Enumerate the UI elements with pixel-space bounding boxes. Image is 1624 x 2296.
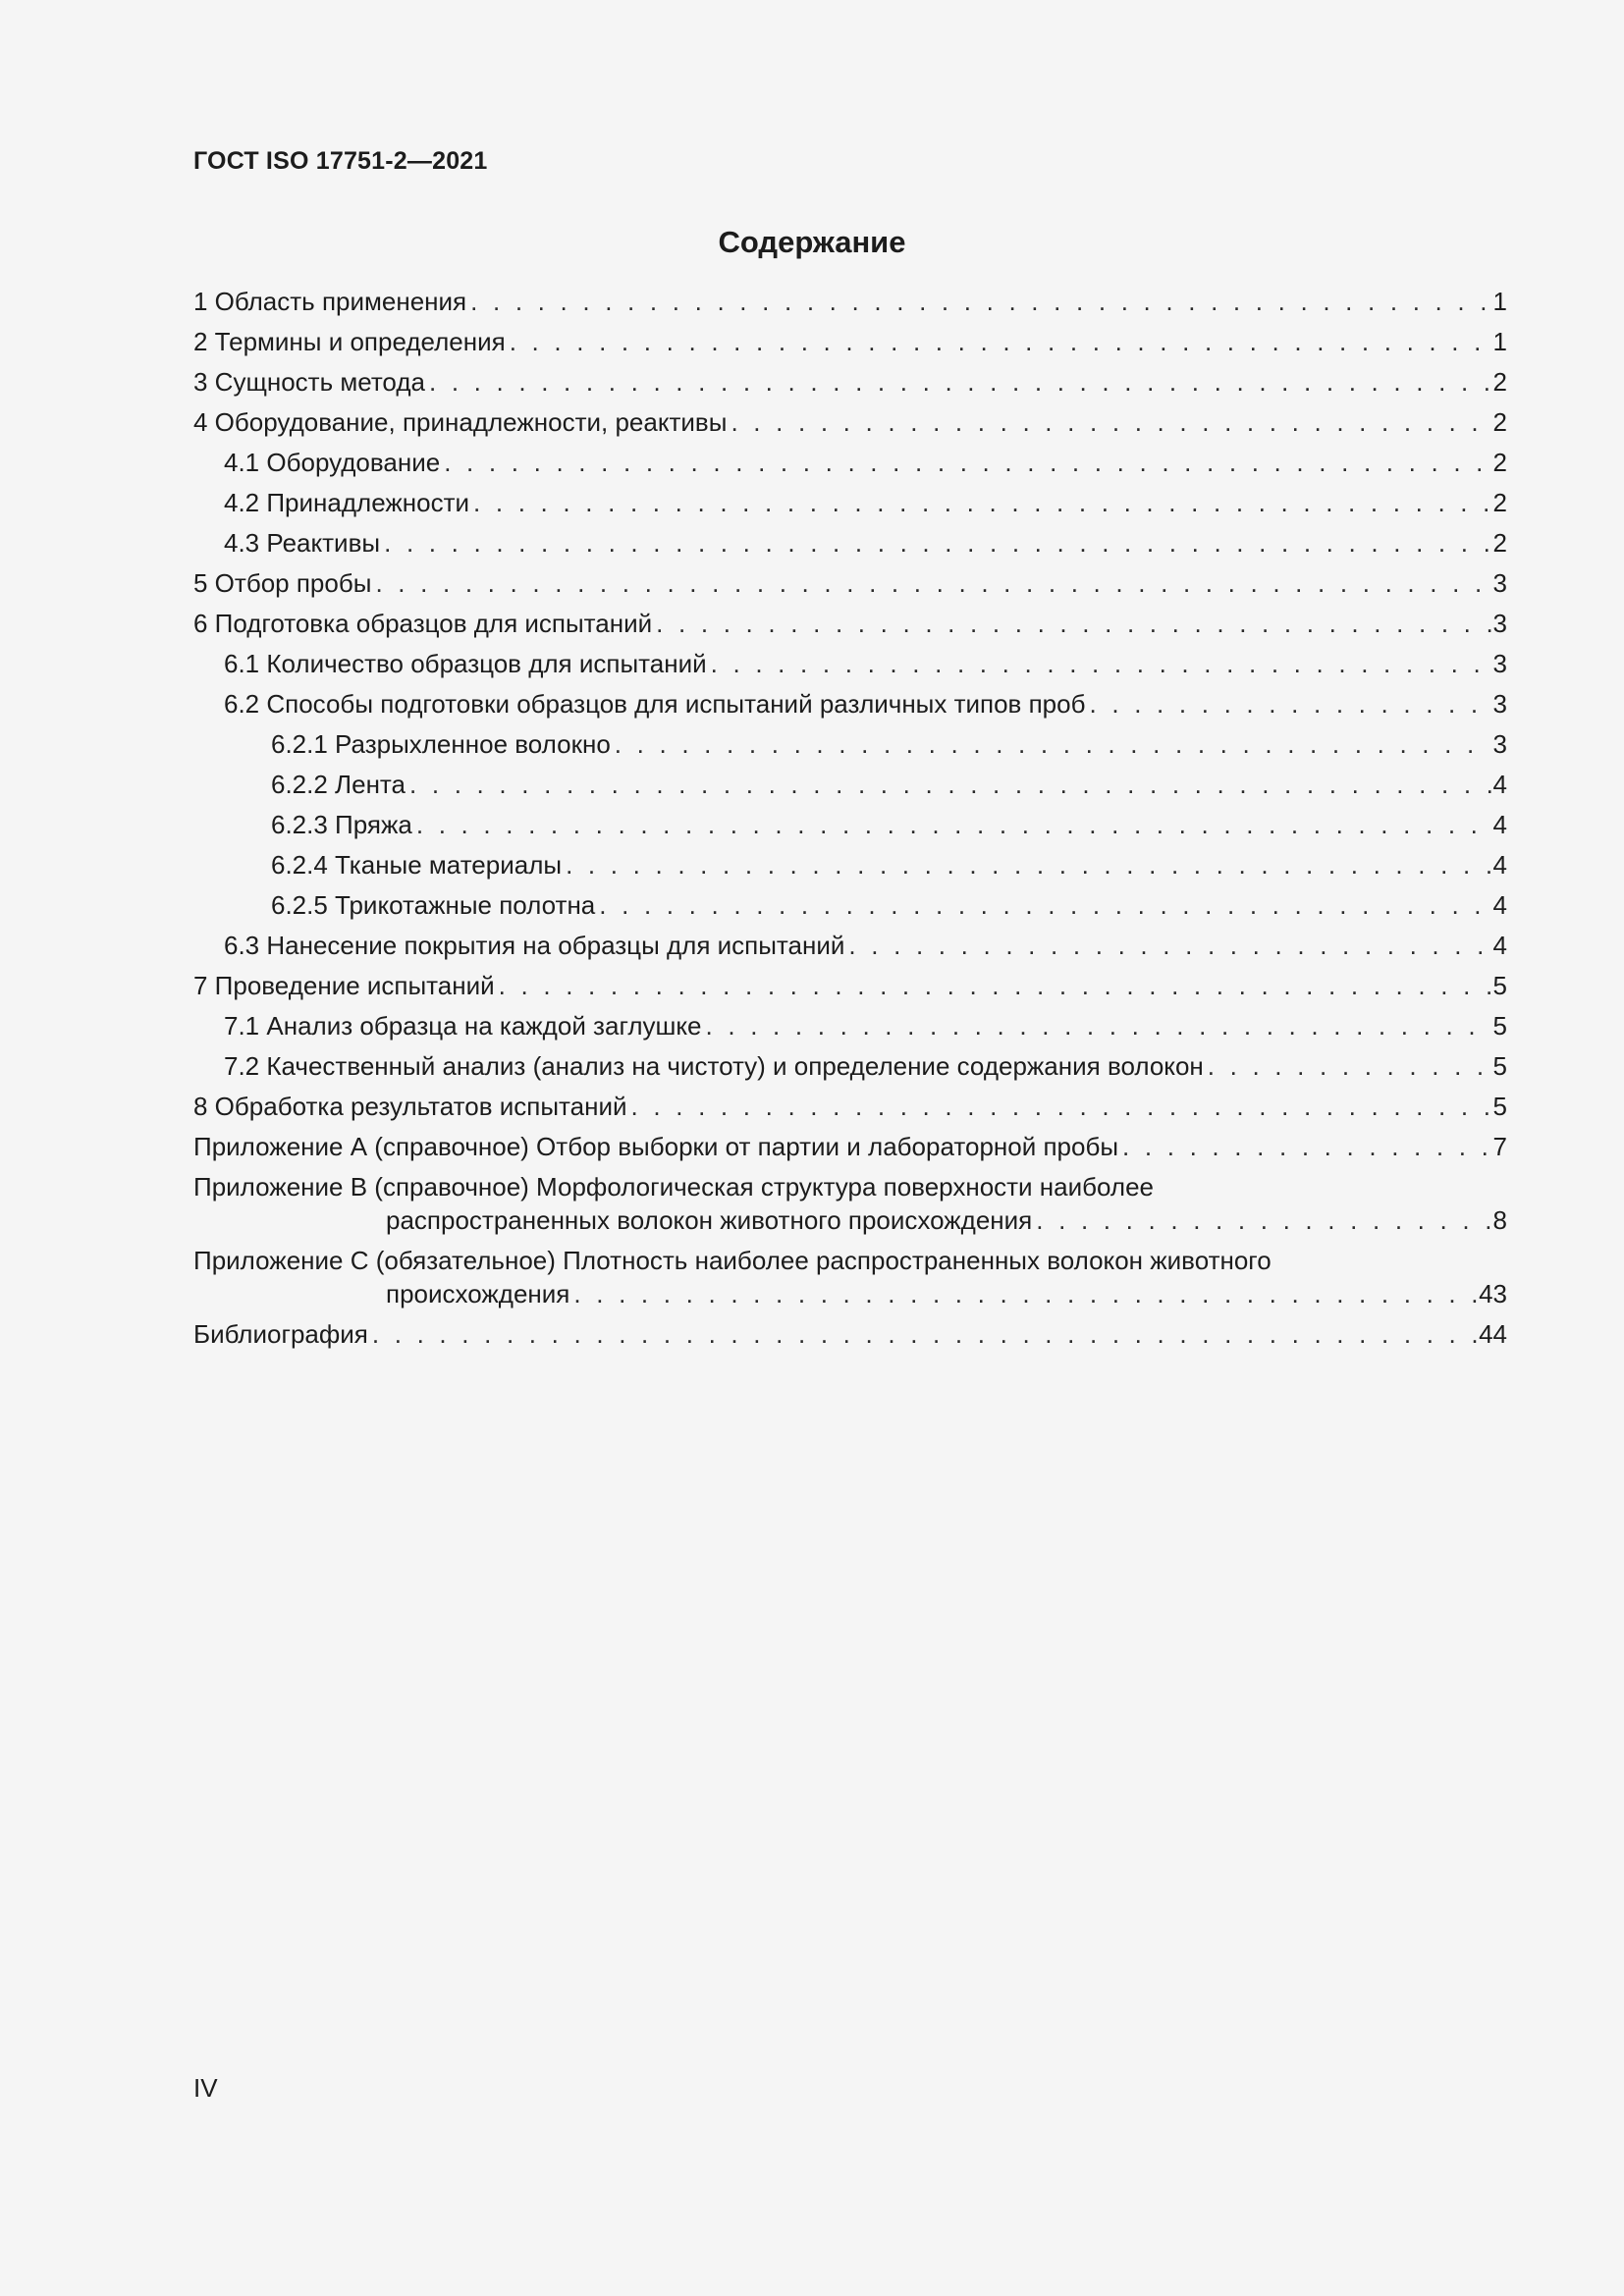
toc-title: Содержание [718,225,906,259]
document-code-header: ГОСТ ISO 17751-2—2021 [193,147,488,175]
toc-entry-page: 1 [1492,327,1507,356]
toc-entry[interactable] [193,808,1507,841]
toc-entry[interactable] [193,365,1507,399]
toc-entry-page: 4 [1492,810,1507,839]
dot-leader [652,607,1490,640]
toc-annex-first-line: Приложение В (справочное) Морфологическая структура поверхности наиболее [193,1172,1155,1201]
dot-leader [569,1277,1477,1310]
dot-leader [371,566,1490,600]
toc-entry[interactable] [193,1009,1507,1042]
toc-entry-label: 6.2.1 Разрыхленное волокно [271,729,611,759]
toc-entry-label: 4 Оборудование, принадлежности, реактивы [193,407,728,437]
toc-entry[interactable] [193,526,1507,560]
toc-entry[interactable] [193,325,1507,358]
toc-entry-label: 3 Сущность метода [193,367,425,397]
toc-entry-label: 6.2.3 Пряжа [271,810,412,839]
toc-entry-label: 6.2.5 Трикотажные полотна [271,890,596,920]
dot-leader [1204,1049,1491,1083]
toc-entry-label: 1 Область применения [193,287,467,316]
toc-entry[interactable] [193,446,1507,479]
toc-entry-page: 3 [1492,609,1507,638]
toc-entry[interactable] [193,1090,1507,1123]
dot-leader [368,1317,1477,1351]
toc-entry-label: 7.2 Качественный анализ (анализ на чистоту) и определение содержания волокон [224,1051,1204,1081]
toc-entry-label: 2 Термины и определения [193,327,506,356]
toc-section-list [193,285,1507,1123]
toc-entry-page: 4 [1492,890,1507,920]
toc-entry-label: 4.3 Реактивы [224,528,381,558]
toc-entry[interactable] [193,848,1507,881]
dot-leader [1118,1130,1490,1163]
toc-annex-label: Библиография [193,1319,368,1349]
dot-leader [412,808,1491,841]
page-number: IV [193,2073,218,2103]
toc-entry[interactable] [193,888,1507,922]
toc-entry[interactable] [193,1049,1507,1083]
dot-leader [469,486,1491,519]
table-of-contents [193,285,1507,1358]
dot-leader [707,647,1491,680]
dot-leader [440,446,1490,479]
toc-entry[interactable] [193,607,1507,640]
toc-entry-label: 7 Проведение испытаний [193,971,495,1000]
toc-entry-page: 4 [1492,850,1507,880]
toc-entry-label: 6.2.4 Тканые материалы [271,850,563,880]
toc-annex-list [193,1130,1507,1351]
toc-entry[interactable] [193,285,1507,318]
toc-annex-label: распространенных волокон животного происхождения [386,1205,1033,1235]
toc-entry-label: 6.2 Способы подготовки образцов для испытаний различных типов проб [224,689,1086,719]
toc-entry-page: 5 [1492,1011,1507,1041]
toc-entry-page: 3 [1492,729,1507,759]
toc-entry-page: 3 [1492,689,1507,719]
toc-entry[interactable] [193,768,1507,801]
dot-leader [611,727,1491,761]
toc-entry-page: 2 [1492,488,1507,517]
toc-annex-entry[interactable] [193,1244,1507,1310]
dot-leader [466,285,1490,318]
toc-entry-page: 3 [1492,568,1507,598]
toc-entry-label: 7.1 Анализ образца на каждой заглушке [224,1011,702,1041]
toc-entry-label: 6.2.2 Лента [271,770,406,799]
toc-entry-label: 6.1 Количество образцов для испытаний [224,649,707,678]
toc-annex-label: Приложение А (справочное) Отбор выборки от партии и лабораторной пробы [193,1132,1119,1161]
dot-leader [627,1090,1491,1123]
toc-entry-page: 1 [1492,287,1507,316]
toc-annex-page: 44 [1479,1319,1507,1349]
toc-annex-entry[interactable] [193,1130,1507,1163]
dot-leader [425,365,1491,399]
toc-entry-page: 4 [1492,931,1507,960]
toc-entry[interactable] [193,486,1507,519]
dot-leader [727,405,1490,439]
dot-leader [406,768,1491,801]
toc-annex-first-line: Приложение С (обязательное) Плотность наиболее распространенных волокон животного [193,1246,1272,1275]
toc-entry[interactable] [193,969,1507,1002]
toc-entry[interactable] [193,929,1507,962]
toc-entry-label: 8 Обработка результатов испытаний [193,1092,627,1121]
toc-entry[interactable] [193,405,1507,439]
toc-entry[interactable] [193,727,1507,761]
toc-entry[interactable] [193,687,1507,721]
toc-entry-label: 6.3 Нанесение покрытия на образцы для испытаний [224,931,845,960]
toc-annex-page: 8 [1492,1205,1507,1235]
toc-entry-label: 4.2 Принадлежности [224,488,470,517]
toc-entry-page: 5 [1492,971,1507,1000]
toc-annex-page: 7 [1492,1132,1507,1161]
toc-entry-page: 2 [1492,407,1507,437]
toc-annex-page: 43 [1479,1279,1507,1308]
toc-entry-page: 2 [1492,448,1507,477]
dot-leader [506,325,1491,358]
toc-entry-label: 5 Отбор пробы [193,568,372,598]
dot-leader [595,888,1490,922]
dot-leader [1086,687,1491,721]
toc-annex-entry[interactable] [193,1170,1507,1237]
dot-leader [562,848,1490,881]
dot-leader [380,526,1490,560]
toc-entry-page: 2 [1492,528,1507,558]
toc-entry-page: 3 [1492,649,1507,678]
toc-annex-label: происхождения [386,1279,570,1308]
toc-entry[interactable] [193,566,1507,600]
dot-leader [844,929,1490,962]
toc-entry-label: 6 Подготовка образцов для испытаний [193,609,653,638]
dot-leader [702,1009,1491,1042]
toc-entry-page: 2 [1492,367,1507,397]
toc-entry[interactable] [193,647,1507,680]
toc-entry-label: 4.1 Оборудование [224,448,441,477]
toc-entry-page: 5 [1492,1051,1507,1081]
dot-leader [1032,1203,1490,1237]
toc-annex-entry[interactable] [193,1317,1507,1351]
dot-leader [495,969,1491,1002]
toc-entry-page: 5 [1492,1092,1507,1121]
toc-entry-page: 4 [1492,770,1507,799]
